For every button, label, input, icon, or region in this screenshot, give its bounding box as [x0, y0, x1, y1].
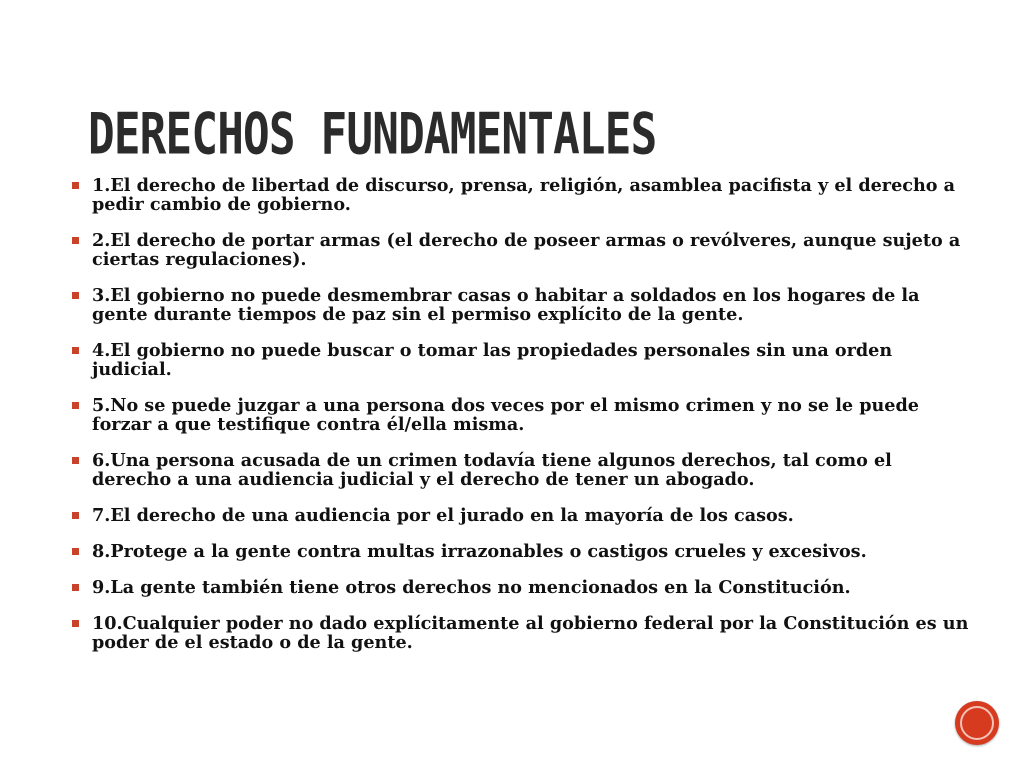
list-item	[70, 231, 970, 269]
list-item-text: 4.El gobierno no puede buscar o tomar las propiedades personales sin una orden judicial.	[92, 340, 893, 380]
circle-nav-icon[interactable]	[955, 701, 999, 745]
list-item-text: 6.Una persona acusada de un crimen todavía tiene algunos derechos, tal como el derecho a una audiencia judicial y el derecho de tener un abogado.	[92, 450, 892, 490]
list-item-text: 10.Cualquier poder no dado explícitamente al gobierno federal por la Constitución es un poder de el estado o de la gente.	[92, 613, 969, 653]
list-item	[70, 176, 970, 214]
square-bullet-icon	[72, 512, 79, 519]
square-bullet-icon	[72, 457, 79, 464]
list-item-text: 5.No se puede juzgar a una persona dos veces por el mismo crimen y no se le puede forzar a que testifique contra él/ella misma.	[92, 395, 919, 435]
list-item-text: 7.El derecho de una audiencia por el jurado en la mayoría de los casos.	[92, 505, 794, 526]
list-item-text: 2.El derecho de portar armas (el derecho de poseer armas o revólveres, aunque sujeto a ciertas regulaciones).	[92, 230, 961, 270]
square-bullet-icon	[72, 237, 79, 244]
list-item	[70, 542, 970, 561]
square-bullet-icon	[72, 402, 79, 409]
square-bullet-icon	[72, 584, 79, 591]
slide-title: DERECHOS FUNDAMENTALES	[88, 100, 657, 167]
nav-button-ring	[960, 706, 994, 740]
list-item	[70, 286, 970, 324]
list-item	[70, 451, 970, 489]
list-item	[70, 578, 970, 597]
square-bullet-icon	[72, 182, 79, 189]
list-item	[70, 506, 970, 525]
list-item	[70, 341, 970, 379]
list-item	[70, 396, 970, 434]
square-bullet-icon	[72, 548, 79, 555]
list-item-text: 1.El derecho de libertad de discurso, prensa, religión, asamblea pacifista y el derecho a pedir cambio de gobierno.	[92, 175, 956, 215]
square-bullet-icon	[72, 347, 79, 354]
list-item-text: 9.La gente también tiene otros derechos no mencionados en la Constitución.	[92, 577, 851, 598]
square-bullet-icon	[72, 620, 79, 627]
list-item-text: 8.Protege a la gente contra multas irrazonables o castigos crueles y excesivos.	[92, 541, 867, 562]
square-bullet-icon	[72, 292, 79, 299]
rights-list	[70, 176, 970, 669]
list-item	[70, 614, 970, 652]
list-item-text: 3.El gobierno no puede desmembrar casas o habitar a soldados en los hogares de la gente durante tiempos de paz sin el permiso explícito de la gente.	[92, 285, 920, 325]
